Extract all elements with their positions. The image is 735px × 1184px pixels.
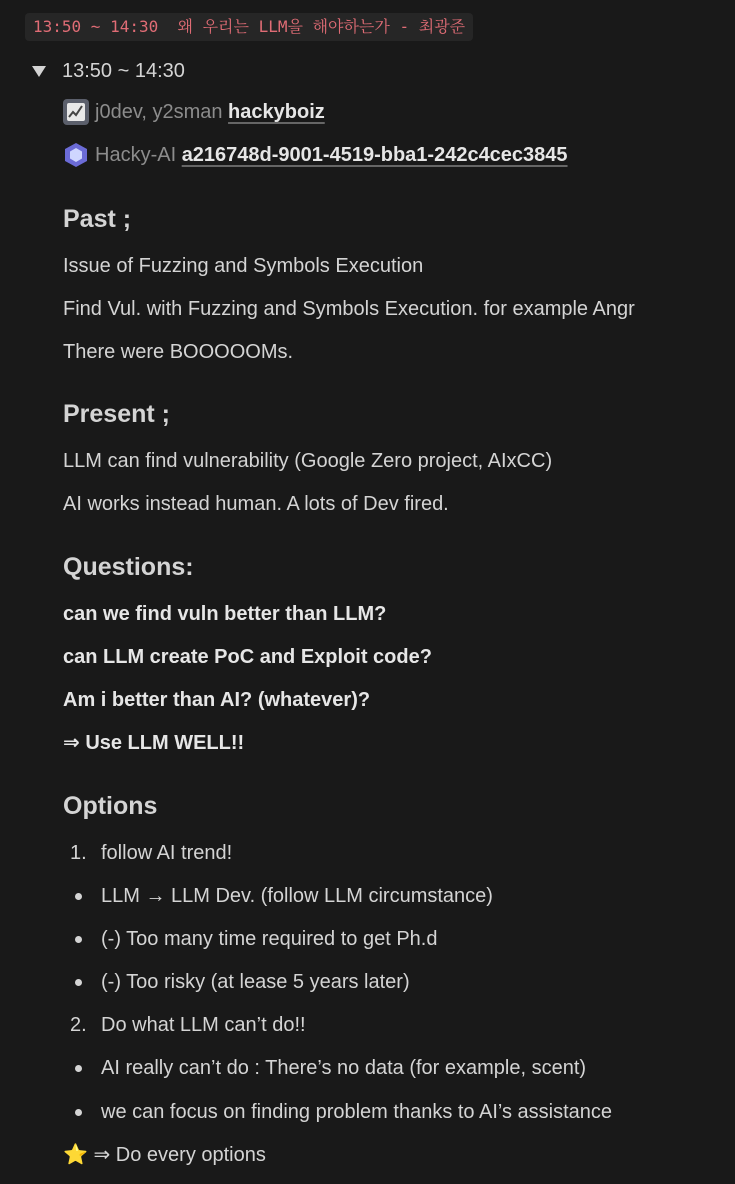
text-line: There were BOOOOOMs. xyxy=(63,341,294,363)
text-line: can we find vuln better than LLM? xyxy=(63,603,387,625)
text-line: AI works instead human. A lots of Dev fired. xyxy=(63,493,449,515)
star-icon: ⭐ xyxy=(63,1144,88,1166)
text-line: Find Vul. with Fuzzing and Symbols Execution. for example Angr xyxy=(63,298,635,320)
list-text: LLM → LLM Dev. (follow LLM circumstance) xyxy=(101,885,493,907)
toggle-label: 13:50 ~ 14:30 xyxy=(62,60,185,82)
mention-link[interactable]: hackyboiz xyxy=(228,101,325,123)
list-text: (-) Too many time required to get Ph.d xyxy=(101,928,438,950)
chart-icon xyxy=(63,99,89,125)
toggle-block[interactable] xyxy=(32,60,185,83)
bullet-icon xyxy=(75,979,82,986)
mention-ai[interactable] xyxy=(63,142,568,168)
mention-names: j0dev, y2sman xyxy=(95,101,223,123)
text-line: can LLM create PoC and Exploit code? xyxy=(63,646,432,668)
text-line: Am i better than AI? (whatever)? xyxy=(63,689,371,711)
bullet-icon xyxy=(75,936,82,943)
toggle-arrow-icon[interactable] xyxy=(32,66,46,77)
heading-past: Past ; xyxy=(63,205,132,233)
list-text: AI really can’t do : There’s no data (for example, scent) xyxy=(101,1057,587,1079)
code-block-title: 13:50 ~ 14:30 왜 우리는 LLM을 해야하는가 - 최광준 xyxy=(25,13,473,41)
bullet-icon xyxy=(75,1109,82,1116)
final-line xyxy=(63,1142,266,1168)
list-text: we can focus on finding problem thanks to AI’s assistance xyxy=(101,1101,613,1123)
list-text: follow AI trend! xyxy=(101,842,233,864)
text-line: ⇒ Use LLM WELL!! xyxy=(63,732,245,754)
mention-team[interactable] xyxy=(63,99,325,125)
text-line: LLM can find vulnerability (Google Zero project, AIxCC) xyxy=(63,450,553,472)
mention-link[interactable]: a216748d-9001-4519-bba1-242c4cec3845 xyxy=(181,144,568,166)
text-line: Issue of Fuzzing and Symbols Execution xyxy=(63,255,424,277)
heading-present: Present ; xyxy=(63,400,170,428)
list-number: 1. xyxy=(70,842,87,864)
list-text: (-) Too risky (at lease 5 years later) xyxy=(101,971,410,993)
list-number: 2. xyxy=(70,1014,87,1036)
heading-questions: Questions: xyxy=(63,553,194,581)
heading-options: Options xyxy=(63,792,158,820)
list-text: Do what LLM can’t do!! xyxy=(101,1014,306,1036)
hexagon-logo-icon xyxy=(63,142,89,168)
bullet-icon xyxy=(75,893,82,900)
mention-names: Hacky-AI xyxy=(95,144,177,166)
bullet-icon xyxy=(75,1065,82,1072)
final-text: ⇒ Do every options xyxy=(93,1144,266,1166)
